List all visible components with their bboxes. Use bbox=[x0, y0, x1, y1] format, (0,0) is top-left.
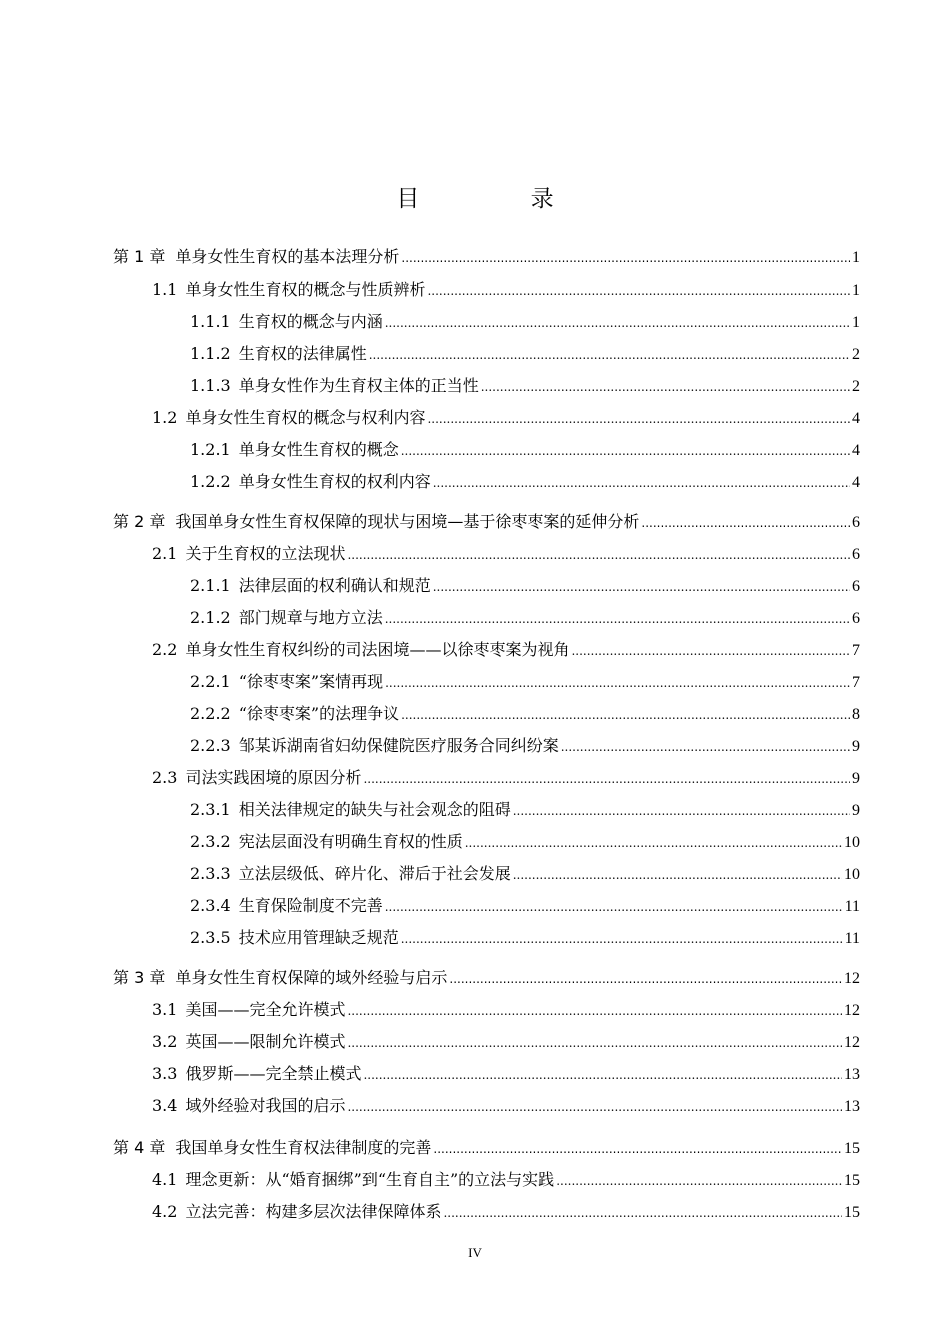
entry-page-number: 11 bbox=[844, 898, 860, 915]
dot-leader bbox=[401, 703, 850, 727]
entry-page-number: 12 bbox=[844, 970, 860, 987]
entry-title: 生育权的概念与内涵 bbox=[238, 312, 383, 331]
entry-page-number: 2 bbox=[852, 346, 860, 363]
entry-page-number: 9 bbox=[852, 770, 860, 787]
dot-leader bbox=[443, 1201, 842, 1225]
toc-entry-level-3[interactable] bbox=[190, 606, 860, 630]
dot-leader bbox=[481, 375, 850, 399]
entry-number: 2.2.2 bbox=[190, 704, 231, 723]
toc-entry-level-3[interactable] bbox=[190, 702, 860, 726]
dot-leader bbox=[363, 767, 850, 791]
entry-page-number: 6 bbox=[852, 578, 860, 595]
entry-title: 技术应用管理缺乏规范 bbox=[238, 928, 399, 947]
toc-entry-level-3[interactable] bbox=[190, 438, 860, 462]
dot-leader bbox=[433, 575, 850, 599]
entry-title: 单身女性生育权的权利内容 bbox=[238, 472, 431, 491]
entry-title: 单身女性生育权的概念 bbox=[238, 440, 399, 459]
toc-entry-level-2[interactable] bbox=[152, 278, 860, 302]
dot-leader bbox=[433, 471, 850, 495]
entry-title: 相关法律规定的缺失与社会观念的阻碍 bbox=[238, 800, 511, 819]
entry-number: 2.1 bbox=[152, 544, 178, 563]
entry-number: 1.1.2 bbox=[190, 344, 231, 363]
toc-entry-level-3[interactable] bbox=[190, 470, 860, 494]
entry-title: 生育权的法律属性 bbox=[238, 344, 367, 363]
entry-page-number: 6 bbox=[852, 514, 860, 531]
entry-number: 2.1.1 bbox=[190, 576, 231, 595]
dot-leader bbox=[369, 343, 850, 367]
dot-leader bbox=[347, 1031, 842, 1055]
dot-leader bbox=[401, 927, 843, 951]
entry-page-number: 1 bbox=[852, 314, 860, 331]
dot-leader bbox=[465, 831, 842, 855]
entry-page-number: 7 bbox=[852, 674, 860, 691]
toc-entry-level-3[interactable] bbox=[190, 342, 860, 366]
entry-page-number: 4 bbox=[852, 410, 860, 427]
toc-entry-level-2[interactable] bbox=[152, 542, 860, 566]
entry-page-number: 13 bbox=[844, 1098, 860, 1115]
entry-number: 2.2.3 bbox=[190, 736, 231, 755]
entry-number: 2.2 bbox=[152, 640, 178, 659]
entry-number: 3.3 bbox=[152, 1064, 178, 1083]
toc-entry-level-1[interactable] bbox=[113, 966, 860, 990]
entry-title: 理念更新：从“婚育捆绑”到“生育自主”的立法与实践 bbox=[185, 1170, 555, 1189]
dot-leader bbox=[449, 967, 842, 991]
entry-title: 关于生育权的立法现状 bbox=[185, 544, 346, 563]
toc-entry-level-3[interactable] bbox=[190, 894, 860, 918]
dot-leader bbox=[641, 511, 850, 535]
entry-title: “徐枣枣案”案情再现 bbox=[238, 672, 384, 691]
entry-number: 第 1 章 bbox=[113, 247, 166, 266]
entry-number: 3.4 bbox=[152, 1096, 178, 1115]
entry-number: 4.2 bbox=[152, 1202, 178, 1221]
entry-title: 法律层面的权利确认和规范 bbox=[238, 576, 431, 595]
entry-number: 2.2.1 bbox=[190, 672, 231, 691]
entry-page-number: 9 bbox=[852, 802, 860, 819]
entry-title: 单身女性生育权的基本法理分析 bbox=[175, 247, 400, 266]
dot-leader bbox=[401, 246, 850, 270]
entry-number: 1.1 bbox=[152, 280, 178, 299]
page-number: IV bbox=[468, 1245, 482, 1260]
entry-number: 3.2 bbox=[152, 1032, 178, 1051]
dot-leader bbox=[385, 311, 850, 335]
entry-page-number: 15 bbox=[844, 1172, 860, 1189]
toc-entry-level-2[interactable] bbox=[152, 1168, 860, 1192]
entry-number: 2.3.1 bbox=[190, 800, 231, 819]
toc-title: 目 录 bbox=[396, 186, 606, 212]
entry-title: 宪法层面没有明确生育权的性质 bbox=[238, 832, 463, 851]
entry-title: 司法实践困境的原因分析 bbox=[185, 768, 362, 787]
entry-title: 立法层级低、碎片化、滞后于社会发展 bbox=[238, 864, 511, 883]
entry-page-number: 9 bbox=[852, 738, 860, 755]
toc-entry-level-2[interactable] bbox=[152, 1094, 860, 1118]
entry-number: 2.3.5 bbox=[190, 928, 231, 947]
entry-title: 我国单身女性生育权法律制度的完善 bbox=[175, 1138, 432, 1157]
entry-title: 邹某诉湖南省妇幼保健院医疗服务合同纠纷案 bbox=[238, 736, 559, 755]
toc-entry-level-2[interactable] bbox=[152, 1030, 860, 1054]
entry-number: 第 4 章 bbox=[113, 1138, 166, 1157]
entry-title: 部门规章与地方立法 bbox=[238, 608, 383, 627]
toc-entry-level-3[interactable] bbox=[190, 734, 860, 758]
toc-entry-level-3[interactable] bbox=[190, 310, 860, 334]
entry-title: 单身女性生育权保障的域外经验与启示 bbox=[175, 968, 448, 987]
entry-page-number: 15 bbox=[844, 1204, 860, 1221]
entry-title: 我国单身女性生育权保障的现状与困境—基于徐枣枣案的延伸分析 bbox=[175, 512, 640, 531]
dot-leader bbox=[561, 735, 850, 759]
dot-leader bbox=[571, 639, 850, 663]
entry-page-number: 10 bbox=[844, 866, 860, 883]
dot-leader bbox=[513, 799, 850, 823]
dot-leader bbox=[401, 439, 850, 463]
dot-leader bbox=[513, 863, 842, 887]
entry-title: 俄罗斯——完全禁止模式 bbox=[185, 1064, 362, 1083]
entry-number: 1.2 bbox=[152, 408, 178, 427]
entry-page-number: 12 bbox=[844, 1002, 860, 1019]
entry-title: 美国——完全允许模式 bbox=[185, 1000, 346, 1019]
entry-title: “徐枣枣案”的法理争议 bbox=[238, 704, 400, 723]
entry-page-number: 1 bbox=[852, 249, 860, 266]
toc-entry-level-1[interactable] bbox=[113, 245, 860, 269]
toc-entry-level-2[interactable] bbox=[152, 1200, 860, 1224]
entry-title: 生育保险制度不完善 bbox=[238, 896, 383, 915]
dot-leader bbox=[433, 1137, 842, 1161]
toc-entry-level-3[interactable] bbox=[190, 670, 860, 694]
toc-entry-level-3[interactable] bbox=[190, 926, 860, 950]
toc-entry-level-3[interactable] bbox=[190, 374, 860, 398]
entry-page-number: 12 bbox=[844, 1034, 860, 1051]
dot-leader bbox=[556, 1169, 842, 1193]
entry-page-number: 4 bbox=[852, 474, 860, 491]
dot-leader bbox=[347, 1095, 842, 1119]
entry-number: 1.1.3 bbox=[190, 376, 231, 395]
entry-title: 单身女性生育权纠纷的司法困境——以徐枣枣案为视角 bbox=[185, 640, 570, 659]
dot-leader bbox=[385, 895, 843, 919]
toc-entry-level-2[interactable] bbox=[152, 998, 860, 1022]
entry-title: 英国——限制允许模式 bbox=[185, 1032, 346, 1051]
entry-title: 单身女性生育权的概念与权利内容 bbox=[185, 408, 426, 427]
toc-entry-level-2[interactable] bbox=[152, 638, 860, 662]
toc-entry-level-3[interactable] bbox=[190, 862, 860, 886]
entry-title: 单身女性作为生育权主体的正当性 bbox=[238, 376, 479, 395]
dot-leader bbox=[385, 671, 850, 695]
entry-title: 单身女性生育权的概念与性质辨析 bbox=[185, 280, 426, 299]
dot-leader bbox=[347, 543, 850, 567]
entry-number: 1.1.1 bbox=[190, 312, 231, 331]
entry-page-number: 1 bbox=[852, 282, 860, 299]
toc-entry-level-1[interactable] bbox=[113, 1136, 860, 1160]
toc-entry-level-3[interactable] bbox=[190, 798, 860, 822]
dot-leader bbox=[347, 999, 842, 1023]
toc-entry-level-2[interactable] bbox=[152, 766, 860, 790]
entry-page-number: 8 bbox=[852, 706, 860, 723]
entry-page-number: 15 bbox=[844, 1140, 860, 1157]
entry-number: 2.3.3 bbox=[190, 864, 231, 883]
entry-page-number: 6 bbox=[852, 610, 860, 627]
entry-number: 2.3 bbox=[152, 768, 178, 787]
entry-page-number: 10 bbox=[844, 834, 860, 851]
toc-entry-level-3[interactable] bbox=[190, 830, 860, 854]
dot-leader bbox=[427, 279, 850, 303]
entry-number: 3.1 bbox=[152, 1000, 178, 1019]
entry-page-number: 7 bbox=[852, 642, 860, 659]
entry-title: 域外经验对我国的启示 bbox=[185, 1096, 346, 1115]
entry-number: 4.1 bbox=[152, 1170, 178, 1189]
toc-entry-level-3[interactable] bbox=[190, 574, 860, 598]
dot-leader bbox=[427, 407, 850, 431]
toc-entry-level-2[interactable] bbox=[152, 406, 860, 430]
toc-entry-level-1[interactable] bbox=[113, 510, 860, 534]
entry-page-number: 2 bbox=[852, 378, 860, 395]
entry-page-number: 6 bbox=[852, 546, 860, 563]
entry-number: 2.3.4 bbox=[190, 896, 231, 915]
dot-leader bbox=[385, 607, 850, 631]
entry-title: 立法完善：构建多层次法律保障体系 bbox=[185, 1202, 442, 1221]
toc-entry-level-2[interactable] bbox=[152, 1062, 860, 1086]
entry-number: 2.3.2 bbox=[190, 832, 231, 851]
entry-number: 2.1.2 bbox=[190, 608, 231, 627]
entry-page-number: 11 bbox=[844, 930, 860, 947]
entry-page-number: 13 bbox=[844, 1066, 860, 1083]
entry-number: 1.2.2 bbox=[190, 472, 231, 491]
entry-number: 1.2.1 bbox=[190, 440, 231, 459]
entry-number: 第 2 章 bbox=[113, 512, 166, 531]
entry-page-number: 4 bbox=[852, 442, 860, 459]
dot-leader bbox=[363, 1063, 842, 1087]
entry-number: 第 3 章 bbox=[113, 968, 166, 987]
